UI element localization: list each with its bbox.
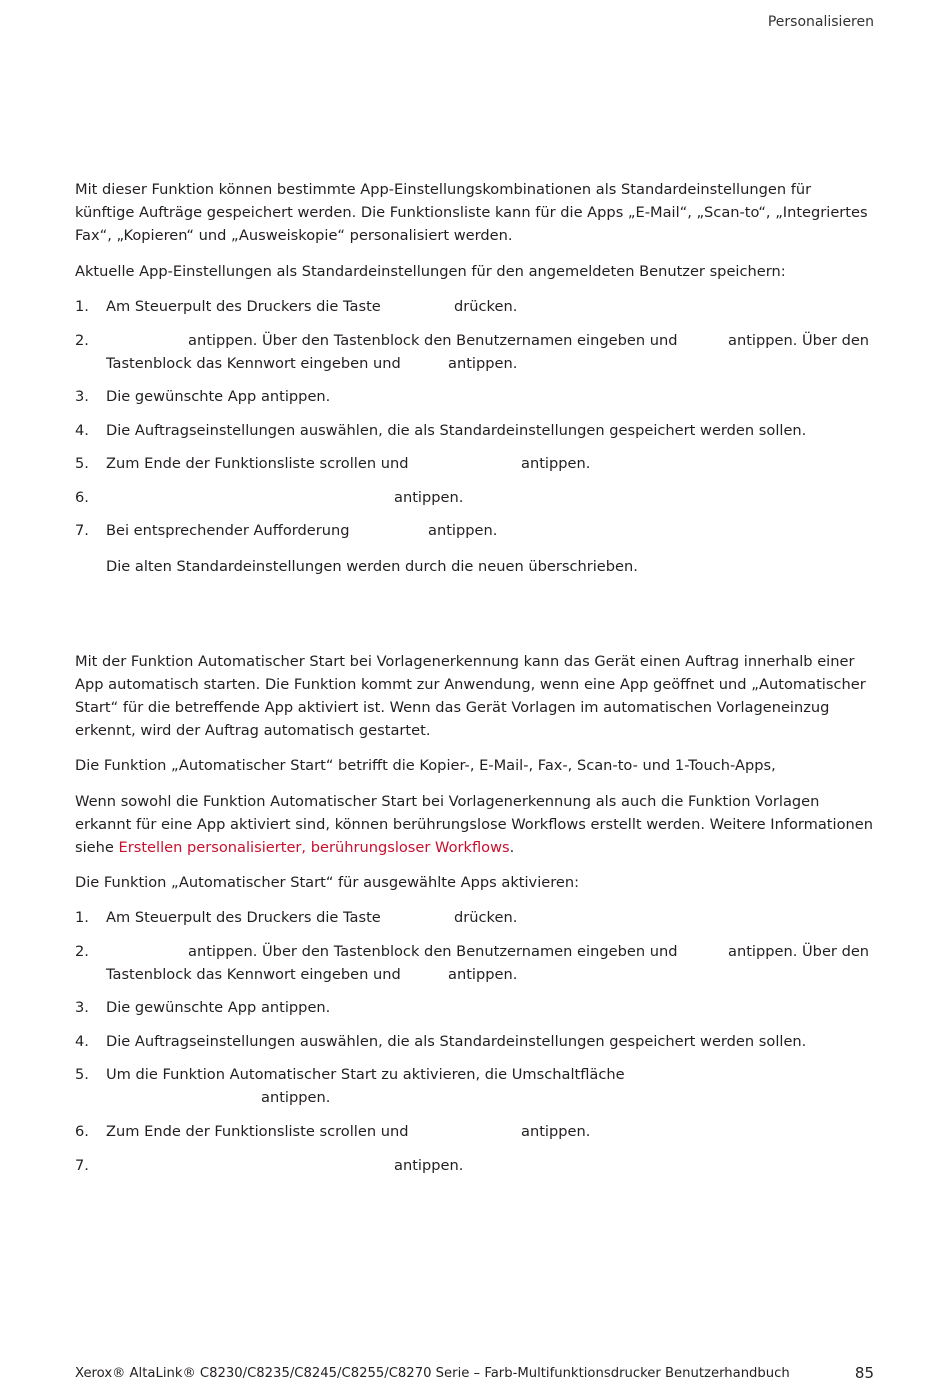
step-text: Um die Funktion Automatischer Start zu aktivieren, die Umschaltfläche bbox=[106, 1066, 625, 1083]
section2-step-3 bbox=[75, 996, 875, 1019]
step-number: 3. bbox=[75, 388, 89, 405]
section2-step-4 bbox=[75, 1030, 875, 1053]
step-text-line2: Tastenblock das Kennwort eingeben und bbox=[106, 966, 401, 983]
step-text: antippen. bbox=[394, 1157, 464, 1174]
step-text-end: drücken. bbox=[454, 909, 518, 926]
section1-lead: Aktuelle App-Einstellungen als Standardeinstellungen für den angemeldeten Benutzer speichern: bbox=[75, 263, 786, 280]
step-text-continued: antippen. Über den bbox=[728, 332, 870, 349]
step-number: 2. bbox=[75, 332, 89, 349]
section2-intro: Mit der Funktion Automatischer Start bei Vorlagenerkennung kann das Gerät einen Auftrag innerhalb einer App automatisch starten. Die Funktion kommt zur Anwendung, wenn eine App geöffnet und „Automatischer Start“ für die betreffende App aktiviert ist. Wenn das Gerät Vorlagen im automatischen Vorlageneinzug erkennt, wird der Auftrag automatisch gestartet. bbox=[75, 653, 866, 739]
section2-scope: Die Funktion „Automatischer Start“ betrifft die Kopier-, E-Mail-, Fax-, Scan-to- und 1-Touch-Apps, bbox=[75, 757, 776, 774]
section2-step-6 bbox=[75, 1120, 875, 1143]
step-text-line2: Tastenblock das Kennwort eingeben und bbox=[106, 355, 401, 372]
step-text: Die gewünschte App antippen. bbox=[106, 999, 331, 1016]
step-text-end: antippen. bbox=[428, 522, 498, 539]
step-text: Die Auftragseinstellungen auswählen, die als Standardeinstellungen gespeichert werden sollen. bbox=[106, 422, 807, 439]
section2-step-5 bbox=[75, 1063, 875, 1109]
step-number: 1. bbox=[75, 298, 89, 315]
workflow-note-end: . bbox=[509, 839, 515, 856]
step-text-end: drücken. bbox=[454, 298, 518, 315]
section1-note: Die alten Standardeinstellungen werden durch die neuen überschrieben. bbox=[106, 558, 638, 575]
workflow-link[interactable]: Erstellen personalisierter, berührungsloser Workflows bbox=[118, 839, 510, 856]
page-footer: Xerox® AltaLink® C8230/C8235/C8245/C8255/C8270 Serie – Farb-Multifunktionsdrucker Benutzerhandbuch bbox=[75, 1366, 790, 1381]
step-number: 3. bbox=[75, 999, 89, 1016]
step-text: Zum Ende der Funktionsliste scrollen und bbox=[106, 455, 409, 472]
section2-step-2 bbox=[75, 940, 875, 986]
running-header: Personalisieren bbox=[767, 14, 874, 30]
section1-intro: Mit dieser Funktion können bestimmte App-Einstellungskombinationen als Standardeinstellungen für künftige Aufträge gespeichert werden. Die Funktionsliste kann für die Apps „E-Mail“, „Scan-to“, „Integriertes Fax“, „Kopieren“ und „Ausweiskopie“ personalisiert werden. bbox=[75, 181, 868, 244]
section2-step-7 bbox=[75, 1154, 875, 1177]
step-number: 4. bbox=[75, 422, 89, 439]
section1-step-5 bbox=[75, 452, 875, 475]
step-number: 4. bbox=[75, 1033, 89, 1050]
step-number: 7. bbox=[75, 522, 89, 539]
section2-lead: Die Funktion „Automatischer Start“ für ausgewählte Apps aktivieren: bbox=[75, 874, 580, 891]
step-text: antippen. Über den Tastenblock den Benutzernamen eingeben und bbox=[188, 332, 678, 349]
section1-step-6 bbox=[75, 486, 875, 509]
step-number: 6. bbox=[75, 1123, 89, 1140]
section1-step-4 bbox=[75, 419, 875, 442]
section2-step-1 bbox=[75, 906, 875, 929]
step-number: 5. bbox=[75, 455, 89, 472]
step-text-end: antippen. bbox=[521, 1123, 591, 1140]
step-text: Die gewünschte App antippen. bbox=[106, 388, 331, 405]
step-number: 7. bbox=[75, 1157, 89, 1174]
section1-step-7 bbox=[75, 519, 875, 542]
step-text: Die Auftragseinstellungen auswählen, die als Standardeinstellungen gespeichert werden sollen. bbox=[106, 1033, 807, 1050]
section2-workflow-note bbox=[75, 790, 875, 859]
section1-step-2 bbox=[75, 329, 875, 375]
step-text-end: antippen. bbox=[521, 455, 591, 472]
step-text: Zum Ende der Funktionsliste scrollen und bbox=[106, 1123, 409, 1140]
step-number: 5. bbox=[75, 1066, 89, 1083]
step-text: Am Steuerpult des Druckers die Taste bbox=[106, 298, 381, 315]
step-text: antippen. Über den Tastenblock den Benutzernamen eingeben und bbox=[188, 943, 678, 960]
step-text: Bei entsprechender Aufforderung bbox=[106, 522, 350, 539]
step-number: 1. bbox=[75, 909, 89, 926]
page-number: 85 bbox=[854, 1364, 874, 1382]
step-text-end: antippen. bbox=[261, 1089, 331, 1106]
section1-step-1 bbox=[75, 295, 875, 318]
workflow-note-text: Wenn sowohl die Funktion Automatischer Start bei Vorlagenerkennung als auch die Funktion Vorlagen erkannt für eine App aktiviert sind, können berührungslose Workflows erstellt werden. Weitere Informationen siehe bbox=[75, 793, 873, 856]
step-text: Am Steuerpult des Druckers die Taste bbox=[106, 909, 381, 926]
step-text-end: antippen. bbox=[448, 355, 518, 372]
step-text: antippen. bbox=[394, 489, 464, 506]
step-number: 2. bbox=[75, 943, 89, 960]
step-text-continued: antippen. Über den bbox=[728, 943, 870, 960]
step-text-end: antippen. bbox=[448, 966, 518, 983]
section1-step-3 bbox=[75, 385, 875, 408]
step-number: 6. bbox=[75, 489, 89, 506]
